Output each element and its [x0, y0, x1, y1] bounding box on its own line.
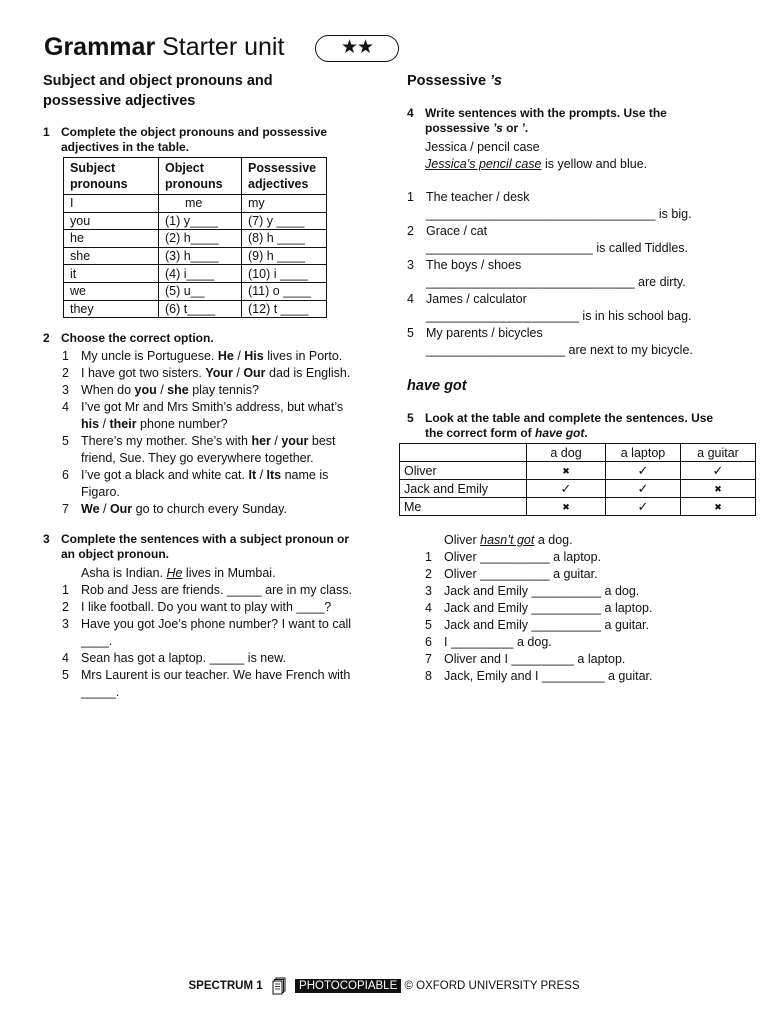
- exercise-5-list: [425, 532, 725, 685]
- check-icon: ✓: [606, 498, 681, 516]
- table-row: [400, 498, 756, 516]
- table-cell: (1) y____: [159, 212, 242, 230]
- table-cell: (12) t ____: [242, 300, 327, 318]
- exercise-2-item: 3 When do you / she play tennis?: [62, 383, 259, 397]
- exercise-5-item: 5 Jack and Emily __________ a guitar.: [425, 618, 649, 632]
- cross-icon: ✖: [681, 498, 756, 516]
- exercise-2-list: [62, 348, 362, 518]
- table-cell: (8) h ____: [242, 230, 327, 248]
- table-header-cell: a guitar: [681, 444, 756, 462]
- exercise-2-item: 4 I’ve got Mr and Mrs Smith’s address, but what’s his / their phone number?: [62, 400, 344, 431]
- table-cell: we: [64, 282, 159, 300]
- exercise-5-item: 4 Jack and Emily __________ a laptop.: [425, 601, 653, 615]
- table-header-cell: a dog: [527, 444, 606, 462]
- table-cell: (5) u__: [159, 282, 242, 300]
- table-row: [400, 462, 756, 480]
- table-cell: Me: [400, 498, 527, 516]
- exercise-5-item: 8 Jack, Emily and I _________ a guitar.: [425, 669, 653, 683]
- exercise-4-example: Jessica’s pencil case is yellow and blue.: [425, 157, 648, 171]
- footer-publisher: © OXFORD UNIVERSITY PRESS: [404, 980, 580, 993]
- table-header-row: [400, 444, 756, 462]
- table-row: [64, 195, 327, 213]
- check-icon: ✓: [681, 462, 756, 480]
- section-heading-pronouns: Subject and object pronouns and possessive adjectives: [43, 73, 273, 109]
- check-icon: ✓: [527, 480, 606, 498]
- exercise-3-item: 3 Have you got Joe’s phone number? I want to call ____.: [62, 617, 352, 648]
- table-cell: (7) y ____: [242, 212, 327, 230]
- table-row: [64, 282, 327, 300]
- exercise-4-item: 5 My parents / bicycles ____________________ are next to my bicycle.: [407, 326, 693, 357]
- have-got-table-wrap: [399, 443, 756, 516]
- section-heading-have-got: have got: [407, 378, 467, 394]
- table-cell: (3) h____: [159, 247, 242, 265]
- table-row: [400, 480, 756, 498]
- exercise-5-instruction: 5 Look at the table and complete the sentences. Use the correct form of have got.: [407, 411, 714, 440]
- table-row: [64, 230, 327, 248]
- exercise-5-item: 6 I _________ a dog.: [425, 635, 552, 649]
- table-cell: me: [159, 195, 242, 213]
- table-row: [64, 300, 327, 318]
- table-cell: (6) t____: [159, 300, 242, 318]
- exercise-4-instruction: 4 Write sentences with the prompts. Use the possessive ’s or ’.: [407, 106, 667, 135]
- exercise-5-item: 2 Oliver __________ a guitar.: [425, 567, 598, 581]
- difficulty-stars-badge: ★★: [315, 35, 399, 62]
- exercise-5-example: Oliver hasn’t got a dog.: [444, 533, 573, 547]
- pronoun-table-wrap: [63, 157, 327, 318]
- exercise-4-item: 2 Grace / cat ________________________ is called Tiddles.: [407, 224, 689, 255]
- exercise-5-item: 3 Jack and Emily __________ a dog.: [425, 584, 640, 598]
- table-row: [64, 265, 327, 283]
- table-cell: (11) o ____: [242, 282, 327, 300]
- exercise-2-item: 2 I have got two sisters. Your / Our dad is English.: [62, 366, 351, 380]
- exercise-4-item: 3 The boys / shoes ______________________________ are dirty.: [407, 258, 686, 289]
- exercise-2-item: 1 My uncle is Portuguese. He / His lives in Porto.: [62, 349, 343, 363]
- footer-spectrum: SPECTRUM 1: [188, 980, 263, 993]
- exercise-2-item: 6 I’ve got a black and white cat. It / Its name is Figaro.: [62, 468, 329, 499]
- exercise-2-item: 7 We / Our go to church every Sunday.: [62, 502, 287, 516]
- exercise-3-item: 4 Sean has got a laptop. _____ is new.: [62, 651, 287, 665]
- table-cell: (9) h ____: [242, 247, 327, 265]
- table-cell: it: [64, 265, 159, 283]
- have-got-table: [399, 443, 756, 516]
- exercise-3-list: [62, 565, 362, 701]
- exercise-4-item: 4 James / calculator ______________________ is in his school bag.: [407, 292, 692, 323]
- check-icon: ✓: [606, 480, 681, 498]
- table-row: [64, 212, 327, 230]
- table-header-cell: Object pronouns: [159, 158, 242, 195]
- table-cell: (2) h____: [159, 230, 242, 248]
- exercise-4-prompt: Jessica / pencil case: [425, 140, 540, 154]
- table-cell: you: [64, 212, 159, 230]
- section-heading-possessive: Possessive ’s: [407, 73, 502, 89]
- table-header-cell: Subject pronouns: [64, 158, 159, 195]
- cross-icon: ✖: [681, 480, 756, 498]
- table-cell: (4) i____: [159, 265, 242, 283]
- footer-photocopiable: PHOTOCOPIABLE: [295, 979, 401, 993]
- exercise-5-item: 7 Oliver and I _________ a laptop.: [425, 652, 626, 666]
- table-cell: Jack and Emily: [400, 480, 527, 498]
- exercise-3-item: 5 Mrs Laurent is our teacher. We have French with _____.: [62, 668, 351, 699]
- page-footer: [0, 977, 768, 995]
- table-cell: he: [64, 230, 159, 248]
- cross-icon: ✖: [527, 462, 606, 480]
- table-row: [64, 247, 327, 265]
- exercise-1-instruction: 1 Complete the object pronouns and possessive adjectives in the table.: [43, 125, 328, 154]
- exercise-3-instruction: 3 Complete the sentences with a subject pronoun or an object pronoun.: [43, 532, 350, 561]
- table-header-cell: [400, 444, 527, 462]
- table-cell: (10) i ____: [242, 265, 327, 283]
- page-title: Grammar Starter unit: [44, 33, 285, 61]
- table-cell: she: [64, 247, 159, 265]
- photocopy-icon: [272, 977, 286, 995]
- table-cell: my: [242, 195, 327, 213]
- exercise-2-instruction: 2 Choose the correct option.: [43, 331, 214, 345]
- table-cell: they: [64, 300, 159, 318]
- exercise-3-item: 1 Rob and Jess are friends. _____ are in my class.: [62, 583, 352, 597]
- table-header-cell: Possessive adjectives: [242, 158, 327, 195]
- exercise-4-list: [407, 139, 725, 359]
- check-icon: ✓: [606, 462, 681, 480]
- pronoun-table: [63, 157, 327, 318]
- exercise-5-item: 1 Oliver __________ a laptop.: [425, 550, 602, 564]
- exercise-2-item: 5 There’s my mother. She’s with her / your best friend, Sue. They go everywhere together.: [62, 434, 336, 465]
- exercise-4-item: 1 The teacher / desk _________________________________ is big.: [407, 190, 692, 221]
- table-cell: Oliver: [400, 462, 527, 480]
- exercise-3-item: 2 I like football. Do you want to play with ____?: [62, 600, 332, 614]
- table-header-cell: a laptop: [606, 444, 681, 462]
- table-cell: I: [64, 195, 159, 213]
- cross-icon: ✖: [527, 498, 606, 516]
- exercise-3-example: Asha is Indian. He lives in Mumbai.: [81, 566, 276, 580]
